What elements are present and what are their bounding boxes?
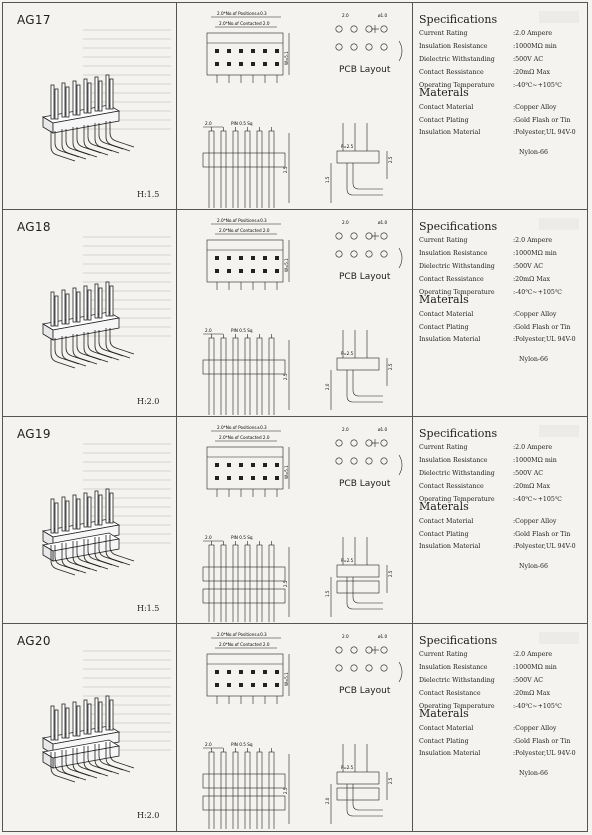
side-view [331,744,387,824]
spec-key: Current Rating [419,444,468,451]
spec-key: Dielectric Withstanding [419,263,495,270]
side-p: P=2.5 [341,144,354,149]
spec-key: Operating Temperature [419,289,495,296]
spec-value: :1000MΩ min [513,664,557,671]
dimension-drawing [177,3,413,208]
dim-contacted: 2.0*No.of Contacted 2.0 [219,435,270,440]
dim-total: 2.0*No.of Positions±0.3 [217,632,267,637]
side-b: 2.0 [325,383,330,390]
side-b: 1.5 [325,176,330,183]
insulation-material-continued: Nylon-66 [519,770,549,777]
material-value: :Polyester,UL 94V-0 [513,750,576,757]
dim-pin: PIN 0.5 Sq [231,328,253,333]
product-row [3,210,587,417]
technical-drawing-cell [177,624,413,831]
material-key: Contact Plating [419,530,469,538]
dim-total: 2.0*No.of Positions±0.3 [217,11,267,16]
dim-pitch: 2.0 [205,328,212,333]
connector-isometric-drawing [33,479,143,589]
spec-key: Contact Ressistance [419,276,484,283]
spec-value: :2.0 Ampere [513,237,553,244]
dim-pin: PIN 0.5 Sq [231,121,253,126]
catalog-sheet [2,2,588,832]
dim-width: W=5.1 [284,672,289,686]
pcb-pitch: 2.0 [342,634,349,639]
spec-value: :500V AC [513,470,544,477]
dim-pin-height: 2.5 [283,580,288,587]
spec-key: Current Rating [419,237,468,244]
insulation-material-continued: Nylon-66 [519,563,549,570]
connector-body [43,75,134,161]
material-value: :Gold Flash or Tin [513,116,571,124]
top-view [207,431,289,497]
spec-key: Dielectric Withstanding [419,677,495,684]
pcb-layout-drawing [336,232,402,268]
dim-pitch: 2.0 [205,121,212,126]
spec-key: Operating Temperature [419,703,495,710]
material-key: Insulation Material [419,750,481,757]
side-a: 2.5 [388,156,393,163]
dim-width: W=5.1 [284,258,289,272]
technical-drawing-cell [177,210,413,416]
material-value: :Copper Alloy [513,518,557,525]
model-number: AG20 [17,634,51,648]
product-image-cell [3,624,177,831]
dim-total: 2.0*No.of Positions±0.3 [217,218,267,223]
specifications-title: Specifications [419,220,498,233]
pcb-hole: ø1.0 [378,220,388,225]
specifications-title: Specifications [419,13,498,26]
material-value: :Gold Flash or Tin [513,737,571,745]
material-value: :Polyester,UL 94V-0 [513,543,576,550]
spec-value: :-40℃~+105℃ [513,496,562,503]
pcb-layout-drawing [336,439,402,475]
materials-title: Materals [419,86,469,99]
pcb-layout-drawing [336,25,402,61]
technical-drawing-cell [177,3,413,209]
insulation-material-continued: Nylon-66 [519,356,549,363]
model-number: AG19 [17,427,51,441]
dim-total: 2.0*No.of Positions±0.3 [217,425,267,430]
connector-isometric-drawing [33,686,143,796]
spec-value: :-40℃~+105℃ [513,82,562,89]
connector-isometric-drawing [33,272,143,382]
height-value: H:1.5 [137,604,160,613]
side-b: 1.5 [325,590,330,597]
spec-value: :1000MΩ min [513,457,557,464]
spec-value: :-40℃~+105℃ [513,703,562,710]
dim-contacted: 2.0*No.of Contacted 2.0 [219,21,270,26]
spec-key: Dielectric Withstanding [419,56,495,63]
bleed-through-text [539,11,579,23]
bleed-through-text [539,632,579,644]
spec-value: :-40℃~+105℃ [513,289,562,296]
specifications-title: Specifications [419,427,498,440]
pcb-hole: ø1.0 [378,427,388,432]
top-view [207,17,289,83]
side-p: P=2.5 [341,765,354,770]
material-value: :Copper Alloy [513,725,557,732]
material-key: Contact Plating [419,323,469,331]
front-view [203,127,289,208]
side-view [331,330,387,410]
pcb-layout-drawing [336,646,402,682]
material-key: Contact Material [419,104,474,111]
pcb-layout-label: PCB Layout [339,686,391,696]
connector-body [43,696,134,782]
connector-isometric-drawing [33,65,143,175]
pcb-layout-label: PCB Layout [339,479,391,489]
side-a: 2.5 [388,363,393,370]
spec-value: :2.0 Ampere [513,30,553,37]
front-view [203,748,289,829]
height-value: H:1.5 [137,190,160,199]
dim-pin-height: 2.5 [283,787,288,794]
material-key: Contact Plating [419,116,469,124]
product-image-cell [3,417,177,623]
spec-key: Contact Ressistance [419,483,484,490]
side-p: P=2.5 [341,351,354,356]
technical-drawing-cell [177,417,413,623]
dim-pitch: 2.0 [205,742,212,747]
dim-contacted: 2.0*No.of Contacted 2.0 [219,642,270,647]
pcb-pitch: 2.0 [342,220,349,225]
side-p: P=2.5 [341,558,354,563]
dimension-drawing [177,417,413,622]
spec-value: :2.0 Ampere [513,444,553,451]
product-image-cell [3,210,177,416]
spec-value: :20mΩ Max [513,276,551,283]
front-view [203,541,289,622]
height-value: H:2.0 [137,811,160,820]
dimension-drawing [177,210,413,415]
material-key: Contact Material [419,311,474,318]
specifications-cell [413,3,587,209]
spec-value: :2.0 Ampere [513,651,553,658]
specifications-cell [413,210,587,416]
spec-value: :20mΩ Max [513,690,551,697]
side-a: 2.5 [388,570,393,577]
materials-title: Materals [419,293,469,306]
material-key: Contact Material [419,518,474,525]
spec-value: :500V AC [513,677,544,684]
spec-key: Operating Temperature [419,496,495,503]
specifications-title: Specifications [419,634,498,647]
dimension-drawing [177,624,413,829]
pcb-pitch: 2.0 [342,427,349,432]
dim-contacted: 2.0*No.of Contacted 2.0 [219,228,270,233]
specifications-cell [413,624,587,831]
material-value: :Gold Flash or Tin [513,530,571,538]
bleed-through-text [539,425,579,437]
material-value: :Gold Flash or Tin [513,323,571,331]
spec-value: :500V AC [513,56,544,63]
side-b: 2.0 [325,797,330,804]
pcb-hole: ø1.0 [378,634,388,639]
product-row [3,417,587,624]
side-a: 2.5 [388,777,393,784]
dim-pin: PIN 0.5 Sq [231,535,253,540]
product-row [3,3,587,210]
pcb-layout-label: PCB Layout [339,272,391,282]
spec-value: :500V AC [513,263,544,270]
front-view [203,334,289,415]
material-key: Insulation Material [419,336,481,343]
dim-pin-height: 2.5 [283,373,288,380]
pcb-layout-label: PCB Layout [339,65,391,75]
bleed-through-text [539,218,579,230]
material-value: :Copper Alloy [513,104,557,111]
connector-body [43,489,134,575]
product-image-cell [3,3,177,209]
dim-pin: PIN 0.5 Sq [231,742,253,747]
specifications-cell [413,417,587,623]
materials-title: Materals [419,500,469,513]
side-view [331,537,387,617]
spec-key: Contact Resistance [419,690,481,697]
side-view [331,123,387,203]
spec-key: Operating Temperature [419,82,495,89]
model-number: AG17 [17,13,51,27]
spec-value: :1000MΩ min [513,43,557,50]
material-key: Insulation Material [419,129,481,136]
spec-key: Dielectric Withstanding [419,470,495,477]
spec-value: :20mΩ Max [513,69,551,76]
dim-pitch: 2.0 [205,535,212,540]
dim-pin-height: 2.5 [283,166,288,173]
product-row [3,624,587,831]
height-value: H:2.0 [137,397,160,406]
pcb-pitch: 2.0 [342,13,349,18]
material-key: Insulation Material [419,543,481,550]
spec-key: Current Rating [419,651,468,658]
dim-width: W=5.1 [284,51,289,65]
material-key: Contact Material [419,725,474,732]
material-value: :Copper Alloy [513,311,557,318]
material-value: :Polyester,UL 94V-0 [513,336,576,343]
model-number: AG18 [17,220,51,234]
spec-key: Insulation Resistance [419,43,488,50]
spec-key: Current Rating [419,30,468,37]
spec-key: Insulation Resistance [419,664,488,671]
top-view [207,224,289,290]
spec-key: Insulation Resistance [419,250,488,257]
spec-value: :20mΩ Max [513,483,551,490]
dim-width: W=5.1 [284,465,289,479]
materials-title: Materals [419,707,469,720]
top-view [207,638,289,704]
material-value: :Polyester,UL 94V-0 [513,129,576,136]
pcb-hole: ø1.0 [378,13,388,18]
material-key: Contact Plating [419,737,469,745]
insulation-material-continued: Nylon-66 [519,149,549,156]
spec-value: :1000MΩ min [513,250,557,257]
spec-key: Insulation Resistance [419,457,488,464]
spec-key: Contact Ressistance [419,69,484,76]
connector-body [43,282,134,368]
